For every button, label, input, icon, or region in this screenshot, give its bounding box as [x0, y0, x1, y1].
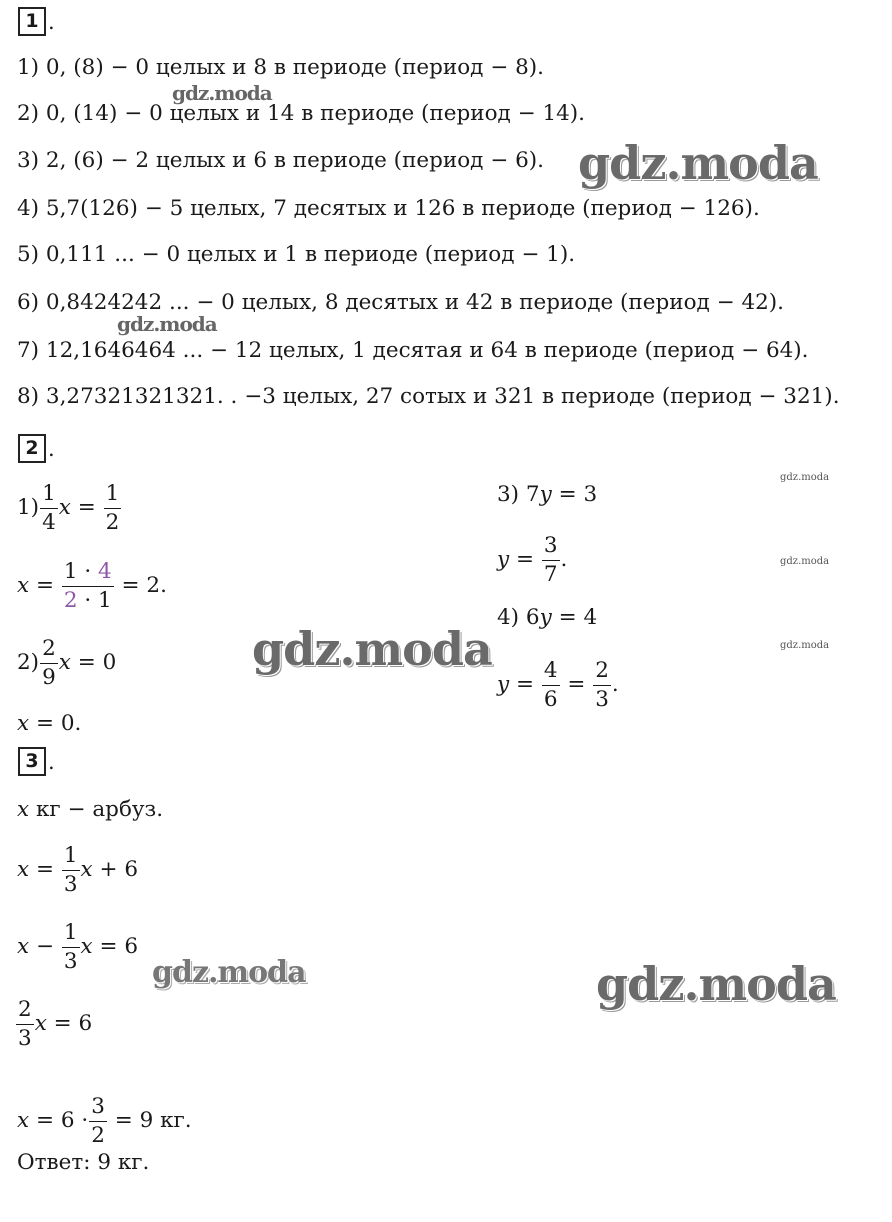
- watermark: gdz.moda: [780, 640, 830, 651]
- section-2-number: 2: [18, 434, 46, 463]
- s2-problem-4-solution: y = $\frac{4}{6}$ = $\frac{2}{3}$ .: [497, 658, 619, 712]
- s2-problem-1-solution: x = $\frac{1 \cdot 4}{2 \cdot 1}$ = 2.: [17, 559, 167, 613]
- watermark: gdz.moda: [596, 957, 836, 1011]
- section-3-number: 3: [18, 747, 46, 776]
- watermark: gdz.moda: [780, 472, 830, 483]
- watermark: gdz.moda: [578, 136, 818, 190]
- section-1-item-4: 4) 5,7(126) − 5 целых, 7 десятых и 126 в периоде (период − 126).: [17, 196, 760, 221]
- section-1-item-3: 3) 2, (6) − 2 целых и 6 в периоде (период − 6).: [17, 148, 544, 173]
- s3-equation-4: x = 6 · $\frac{3}{2}$ = 9 кг.: [17, 1094, 192, 1148]
- s3-equation-1: x = $\frac{1}{3}$ x + 6: [17, 843, 139, 897]
- s3-intro: x кг − арбуз.: [17, 797, 164, 822]
- section-1-item-8: 8) 3,27321321321. . −3 целых, 27 сотых и 321 в периоде (период − 321).: [17, 384, 840, 409]
- section-1-dot: .: [48, 10, 55, 34]
- s3-equation-2: x − $\frac{1}{3}$ x = 6: [17, 920, 139, 974]
- watermark: gdz.moda: [780, 556, 830, 567]
- s2-problem-3-solution: y = $\frac{3}{7}$ .: [497, 533, 568, 587]
- s2-problem-1-equation: 1) $\frac{1}{4}$ x = $\frac{1}{2}$: [17, 481, 120, 535]
- section-1-item-2: 2) 0, (14) − 0 целых и 14 в периоде (период − 14).: [17, 101, 586, 126]
- s2-problem-3-equation: 3) 7y = 3: [497, 482, 598, 507]
- watermark: gdz.moda: [117, 312, 217, 336]
- s3-answer: Ответ: 9 кг.: [17, 1150, 150, 1175]
- section-1-item-7: 7) 12,1646464 ... − 12 целых, 1 десятая и 64 в периоде (период − 64).: [17, 338, 809, 363]
- s2-problem-2-equation: 2) $\frac{2}{9}$ x = 0: [17, 636, 117, 690]
- s3-equation-3: $\frac{2}{3}$ x = 6: [18, 997, 93, 1051]
- section-1-item-1: 1) 0, (8) − 0 целых и 8 в периоде (период − 8).: [17, 55, 544, 80]
- section-1-number: 1: [18, 7, 46, 36]
- section-1-item-6: 6) 0,8424242 ... − 0 целых, 8 десятых и 42 в периоде (период − 42).: [17, 290, 785, 315]
- watermark: gdz.moda: [172, 81, 272, 105]
- watermark: gdz.moda: [152, 955, 306, 990]
- s2-problem-2-solution: x = 0.: [17, 711, 82, 736]
- watermark: gdz.moda: [252, 622, 492, 676]
- s2-problem-4-equation: 4) 6y = 4: [497, 605, 598, 630]
- section-2-dot: .: [48, 437, 55, 461]
- section-3-dot: .: [48, 750, 55, 774]
- section-1-item-5: 5) 0,111 ... − 0 целых и 1 в периоде (период − 1).: [17, 242, 576, 267]
